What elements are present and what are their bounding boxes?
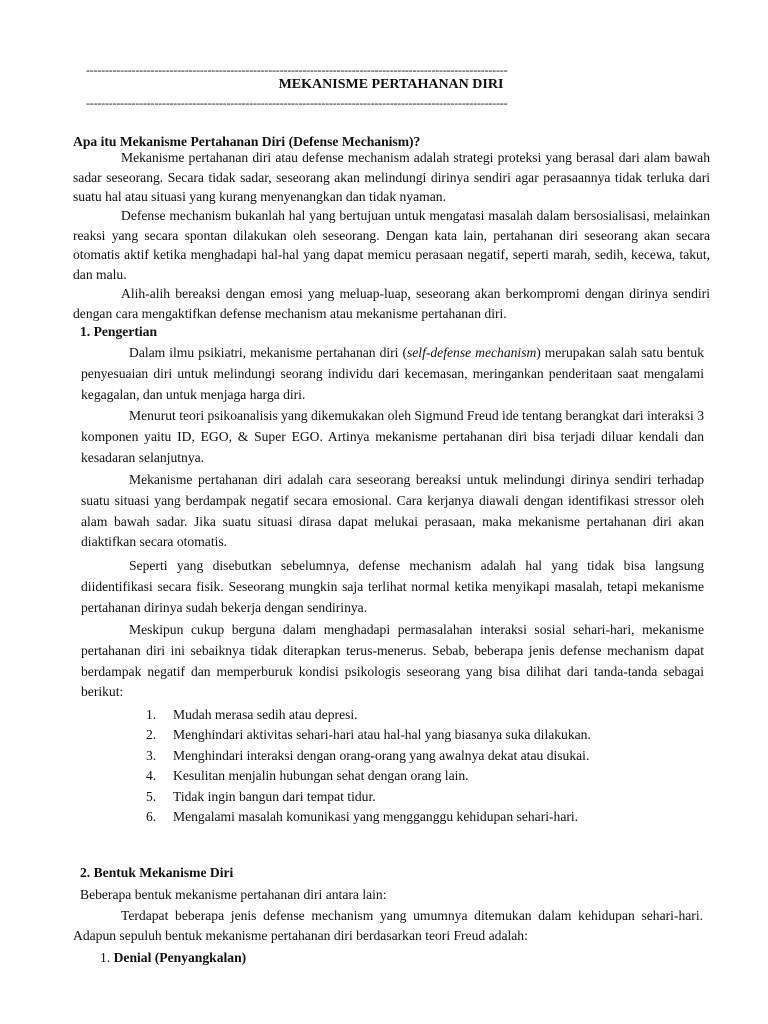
signs-list [146, 705, 591, 827]
list-item [146, 746, 591, 766]
intro-paragraph-1: Mekanisme pertahanan diri atau defense mechanism adalah strategi proteksi yang berasal dari alam bawah sadar seseorang. Secara tidak sadar, seseorang akan melindungi dirinya sendiri agar perasaannya tidak terluka dari suatu hal atau situasi yang kurang menyenangkan dan tidak nyaman. [73, 150, 710, 204]
list-item [146, 766, 591, 786]
section-1-paragraph-5: Meskipun cukup berguna dalam menghadapi permasalahan interaksi sosial sehari-hari, mekanisme pertahanan diri ini sebaiknya tidak diterapkan terus-menerus. Sebab, beberapa jenis defense mechanism dapat berdampak negatif dan memperburuk kondisi psikologis seseorang yang bisa dilihat dari tanda-tanda sebagai berikut: [81, 622, 704, 700]
p1-text-after: ) merupakan salah satu bentuk penyesuaian diri untuk melindungi seorang individu dari kecemasan, meringankan penderitaan saat mengalami kegagalan, dan untuk menjaga harga diri. [81, 345, 704, 402]
list-item [146, 725, 591, 745]
bottom-dashed-rule: --------------------------------------------------------------------------------------------------------------- [86, 96, 508, 110]
top-dashed-rule: --------------------------------------------------------------------------------------------------------------- [86, 63, 508, 77]
p1-text-before: Dalam ilmu psikiatri, mekanisme pertahanan diri ( [129, 345, 407, 360]
list-item-text: Tidak ingin bangun dari tempat tidur. [173, 788, 376, 804]
list-item [146, 787, 591, 807]
section-1-paragraph-4: Seperti yang disebutkan sebelumnya, defense mechanism adalah hal yang tidak bisa langsung diidentifikasi secara fisik. Seseorang mungkin saja terlihat normal ketika menyikapi masalah, tetapi mekanisme pertahanan dirinya sudah bekerja dengan sendirinya. [81, 558, 704, 615]
document-title: MEKANISME PERTAHANAN DIRI [278, 77, 504, 92]
list-item [146, 807, 591, 827]
list-item-number: 6. [146, 809, 157, 825]
section-1-heading: 1. Pengertian [80, 324, 158, 339]
list-item-text: Menghindari aktivitas sehari-hari atau hal-hal yang biasanya suka dilakukan. [173, 727, 591, 743]
list-item-number: 2. [146, 727, 157, 743]
section-2-paragraph-2: Terdapat beberapa jenis defense mechanism yang umumnya ditemukan dalam kehidupan sehari-hari. Adapun sepuluh bentuk mekanisme pertahanan diri berdasarkan teori Freud adalah: [73, 908, 703, 943]
list-item-number: 3. [146, 747, 157, 763]
intro-paragraph-3: Alih-alih bereaksi dengan emosi yang meluap-luap, seseorang akan berkompromi dengan dirinya sendiri dengan cara mengaktifkan defense mechanism atau mekanisme pertahanan diri. [73, 286, 710, 321]
section-1-paragraph-2: Menurut teori psikoanalisis yang dikemukakan oleh Sigmund Freud ide tentang berangkat dari interaksi 3 komponen yaitu ID, EGO, & Super EGO. Artinya mekanisme pertahanan diri bisa terjadi diluar kendali dan kesadaran selanjutnya. [81, 408, 704, 465]
section-2-paragraph-1: Beberapa bentuk mekanisme pertahanan diri antara lain: [80, 887, 387, 902]
list-item-number: 5. [146, 788, 157, 804]
p1-emphasis: self-defense mechanism [406, 345, 537, 360]
section-2-item-1 [100, 948, 600, 968]
list-item-number: 4. [146, 768, 157, 784]
section-1-paragraph-3: Mekanisme pertahanan diri adalah cara seseorang bereaksi untuk melindungi dirinya sendiri terhadap suatu situasi yang berdampak negatif secara emosional. Cara kerjanya diawali dengan identifikasi stressor oleh alam bawah sadar. Jika suatu situasi dirasa dapat melukai perasaan, maka mekanisme pertahanan diri akan diaktifkan secara otomatis. [81, 472, 704, 550]
intro-heading: Apa itu Mekanisme Pertahanan Diri (Defense Mechanism)? [73, 134, 421, 149]
intro-paragraph-2: Defense mechanism bukanlah hal yang bertujuan untuk mengatasi masalah dalam bersosialisasi, melainkan reaksi yang secara spontan dilakukan oleh seseorang. Dengan kata lain, pertahanan diri seseorang akan secara otomatis aktif ketika menghadapi hal-hal yang dapat memicu perasaan negatif, seperti marah, sedih, kecewa, takut, dan malu. [73, 208, 710, 282]
list-item [146, 705, 591, 725]
list-item-text: Mengalami masalah komunikasi yang mengganggu kehidupan sehari-hari. [173, 809, 579, 825]
section-1-paragraph-1 [81, 343, 704, 405]
list-item-number: 1. [146, 707, 157, 722]
section-2-heading: 2. Bentuk Mekanisme Diri [80, 865, 234, 880]
section-2-item-1-number: 1. [100, 950, 111, 965]
list-item-text: Menghindari interaksi dengan orang-orang yang awalnya dekat atau disukai. [173, 747, 590, 763]
list-item-text: Kesulitan menjalin hubungan sehat dengan orang lain. [173, 768, 469, 784]
list-item-text: Mudah merasa sedih atau depresi. [173, 707, 358, 722]
section-2-item-1-label: Denial (Penyangkalan) [113, 950, 247, 965]
